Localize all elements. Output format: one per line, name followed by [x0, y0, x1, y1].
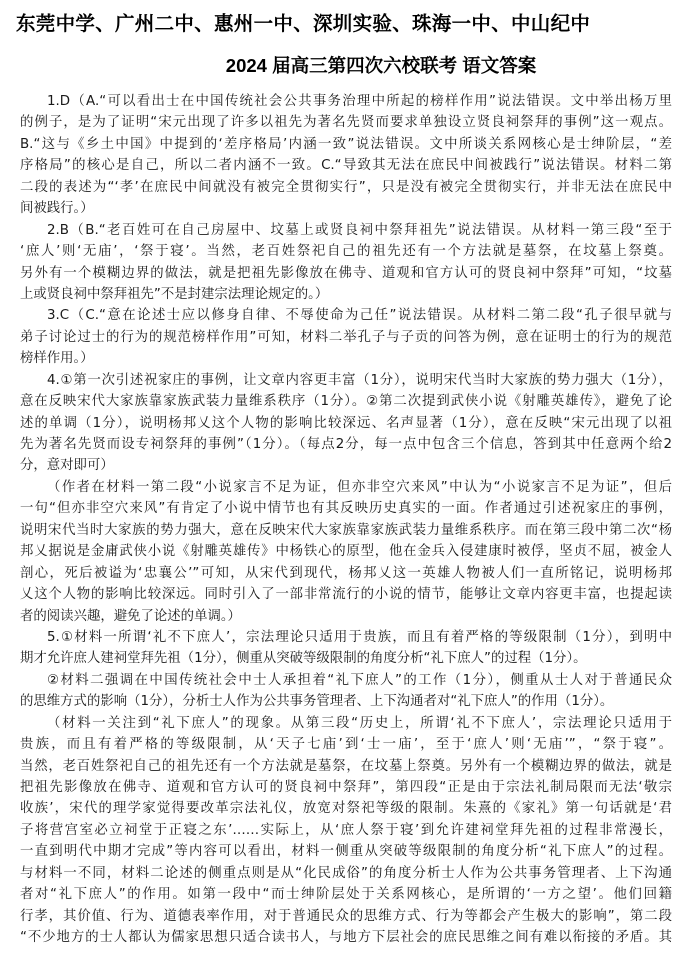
- text-line: 说明宋代当时大家族的势力强大，意在反映宋代大家族靠家族武装力量维系秩序。而在第三段中第二次“杨: [20, 522, 672, 538]
- text-line: （材料一关注到“礼下庶人”的现象。从第三段“历史上，所谓‘礼不下庶人’，宗法理论只适用于: [47, 715, 672, 731]
- exam-title: 2024 届高三第四次六校联考 语文答案: [225, 55, 537, 76]
- text-line: 期才允许庶人建祠堂拜先祖（1分），侧重从突破等级限制的角度分析“礼下庶人”的过程（1分）。: [20, 651, 587, 667]
- text-line: 4.①第一次引述祝家庄的事例，让文章内容更丰富（1分），说明宋代当时大家族的势力强大（1分），: [47, 372, 672, 388]
- answer-q1: [20, 91, 672, 220]
- text-line: 行孝，其价值、行为、道德表率作用，对于普通民众的思维方式、行为等都会产生极大的影响”，第二段: [20, 908, 672, 924]
- text-line: 上或贤良祠中祭拜祖先”不是封建宗法理论规定的。）: [20, 286, 329, 302]
- text-line: 的思维方式的影响（1分），分析士人作为公共事务管理者、上下沟通者对“礼下庶人”的作用（1分）。: [20, 694, 614, 710]
- text-line: 弟子讨论过士的行为的规范榜样作用”可知，材料二举孔子与子贡的问答为例，意在证明士的行为的规范: [20, 329, 672, 345]
- text-line: 2.B（B.“老百姓可在自己房屋中、坟墓上或贤良祠中祭拜祖先”说法错误。从材料一第三段“至于: [47, 222, 672, 238]
- text-line: 的例子，是为了证明“宋元出现了许多以祖先为著名先贤而要求单独设立贤良祠祭拜的事例”这一观点。: [20, 115, 672, 131]
- text-line: 榜样作用。）: [20, 351, 94, 367]
- text-line: 乂这个人物的影响比较深远。同时引入了一部非常流行的小说的情节，能够让文章内容更丰富，也提起读: [20, 587, 672, 603]
- text-line: 二段的表述为“‘孝’在庶民中间就没有被完全贯彻实行”，只是没有被完全贯彻实行，并非无法在庶民中: [20, 179, 672, 195]
- text-line: 子将营宫室必立祠堂于正寝之东’……实际上，从‘庶人祭于寝’到允许建祠堂拜先祖的过程非常漫长，: [20, 822, 672, 838]
- answer-q5: [20, 627, 672, 670]
- text-line: B.“这与《乡土中国》中提到的‘差序格局’内涵一致”说法错误。文中所谈关系网核心是士绅阶层，“差: [20, 136, 672, 152]
- text-line: 先为著名先贤而设专祠祭拜的事例”（1分）。（每点2分，每一点中包含三个信息，答到其中任意两个给2: [20, 437, 672, 452]
- answer-q2: [20, 220, 672, 306]
- answer-q5-point2: [20, 670, 672, 713]
- text-line: 述的单调（1分），说明杨邦乂这个人物的影响比较深远、名声显著（1分），意在反映“宋元出现了以祖: [20, 415, 672, 431]
- text-line: 者的阅读兴趣，避免了论述的单调。）: [20, 608, 241, 624]
- text-line: ②材料二强调在中国传统社会中士人承担着“礼下庶人”的工作（1分），侧重从士人对于普通民众: [47, 672, 672, 688]
- answer-q4: [20, 370, 672, 477]
- answer-body: [20, 91, 672, 949]
- text-line: 1.D（A.“可以看出士在中国传统社会公共事务治理中所起的榜样作用”说法错误。文中举出杨万里: [47, 94, 672, 109]
- text-line: “不少地方的士人都认为儒家思想只适合读书人，与地方下层社会的庶民思维之间有难以衔接的矛盾。其: [20, 930, 672, 946]
- school-names-header: 东莞中学、广州二中、惠州一中、深圳实验、珠海一中、中山纪中: [16, 13, 591, 35]
- text-line: 一句“但亦非空穴来风”有肯定了小说中情节也有其反映历史真实的一面。作者通过引述祝家庄的事例，: [20, 501, 672, 517]
- text-line: 把祖先影像放在佛寺、道观和官方认可的贤良祠中祭拜”，第四段“正是由于宗法礼制局限而无法‘敬宗: [20, 780, 672, 795]
- text-line: 剖心，死后被谥为‘忠襄公’”可知，从宋代到现代，杨邦乂这一英雄人物被人们一直所铭记，说明杨邦: [20, 565, 672, 581]
- text-line: 间被践行。）: [20, 201, 94, 217]
- answer-q4-explanation: [20, 477, 672, 627]
- text-line: 当然，老百姓祭祀自己的祖先还有一个方法就是墓祭，在坟墓上祭奠。另外有一个模糊边界的做法，就是: [20, 758, 672, 774]
- text-line: 与材料一不同，材料二论述的侧重点则是从“化民成俗”的角度分析士人作为公共事务管理者、上下沟通: [20, 865, 672, 881]
- text-line: 一直到明代中期才完成”等内容可以看出，材料一侧重从突破等级限制的角度分析“礼下庶人”的过程。: [20, 844, 672, 860]
- text-line: 邦乂据说是金庸武侠小说《射雕英雄传》中杨铁心的原型，他在金兵入侵建康时被俘，坚贞不屈，被金人: [20, 544, 672, 560]
- text-line: 分，意对即可）: [20, 458, 114, 474]
- text-line: 3.C（C.“意在论述士应以修身自律、不辱使命为己任”说法错误。从材料二第二段“孔子很早就与: [47, 308, 672, 324]
- answer-q5-explanation: [20, 713, 672, 949]
- answer-q3: [20, 305, 672, 369]
- text-line: 序格局”的核心是自己，所以二者内涵不一致。C.“导致其无法在庶民中间被践行”说法错误。材料二第: [20, 158, 672, 174]
- text-line: 收族’，宋代的理学家觉得要改革宗法礼仪，放宽对祭祀等级的限制。朱熹的《家礼》第一句话就是‘君: [20, 801, 672, 817]
- text-line: 者对“礼下庶人”的作用。如第一段中“而士绅阶层处于关系网核心，是所谓的‘一方之望’。他们回籍: [20, 887, 672, 903]
- text-line: ‘庶人’则‘无庙’，‘祭于寝’。当然，老百姓祭祀自己的祖先还有一个方法就是墓祭，在坟墓上祭奠。: [20, 244, 672, 260]
- text-line: 5.①材料一所谓‘礼不下庶人’，宗法理论只适用于贵族，而且有着严格的等级限制（1分），到明中: [47, 629, 672, 645]
- text-line: 贵族，而且有着严格的等级限制，从‘天子七庙’到‘士一庙’，至于‘庶人’则‘无庙’”，“祭于寝”。: [20, 737, 672, 753]
- text-line: 意在反映宋代大家族靠家族武装力量维系秩序（1分）。②第二次提到武侠小说《射雕英雄传》，避免了论: [20, 394, 672, 410]
- text-line: 另外有一个模糊边界的做法，就是把祖先影像放在佛寺、道观和官方认可的贤良祠中祭拜”可知，“坟墓: [20, 265, 672, 281]
- text-line: （作者在材料一第二段“小说家言不足为证，但亦非空穴来风”中认为“小说家言不足为证”，但后: [47, 479, 672, 495]
